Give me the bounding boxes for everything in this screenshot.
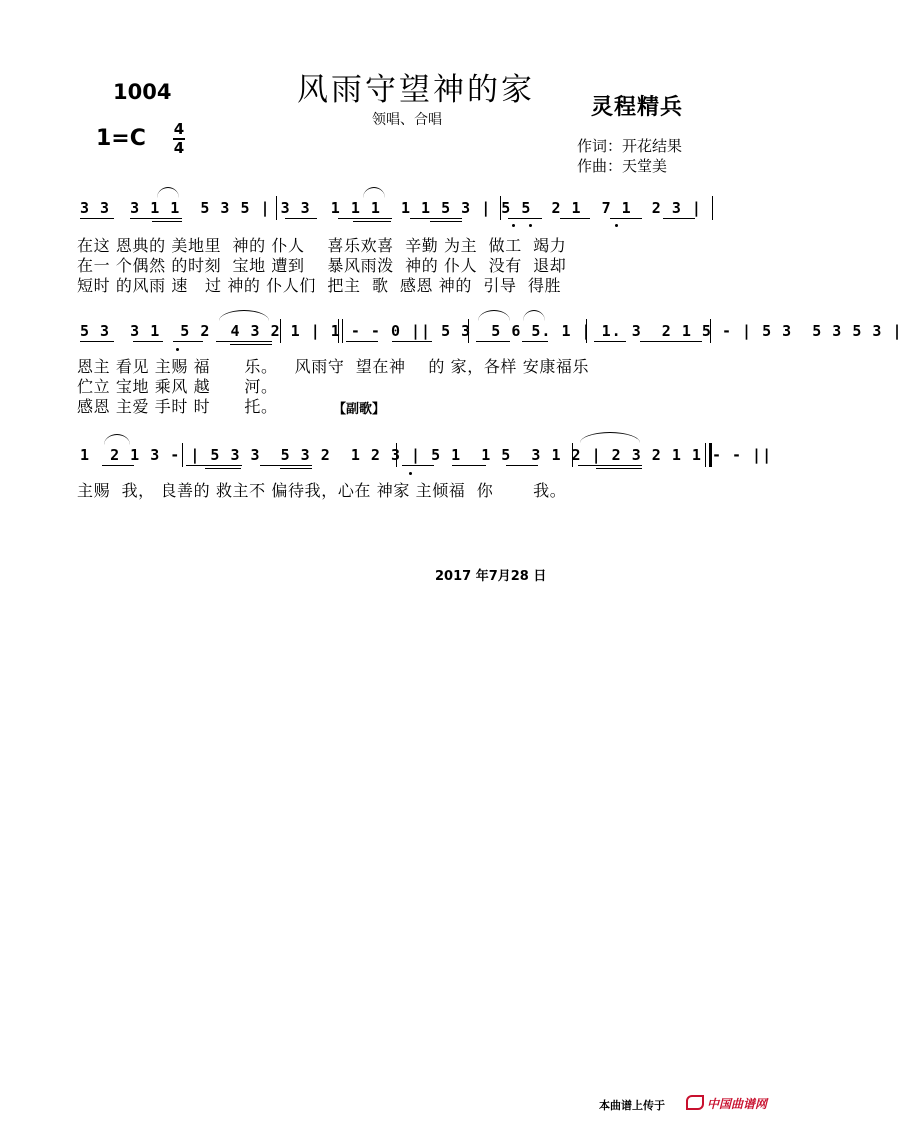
- lyric-line: 主赐 我， 良善的 救主不 偏待我，心在 神家 主倾福 你 我。: [77, 481, 567, 500]
- underline: [186, 465, 242, 466]
- bar-line: [280, 319, 281, 343]
- underline: [522, 341, 548, 342]
- underline: [476, 341, 510, 342]
- slur-mark: [523, 310, 545, 321]
- underline: [338, 218, 392, 219]
- underline: [594, 341, 626, 342]
- final-bar-line: [709, 443, 712, 467]
- underline: [205, 468, 241, 469]
- lyric-line: 恩主 看见 主赐 福 乐。 风雨守 望在神 的 家，各样 安康福乐: [77, 357, 590, 376]
- underline: [506, 465, 538, 466]
- low-octave-dot: [409, 472, 412, 475]
- date-stamp: 2017 年7月28 日: [435, 569, 547, 584]
- time-signature: [172, 121, 186, 157]
- underline: [640, 341, 702, 342]
- low-octave-dot: [529, 224, 532, 227]
- key-signature: 1=C: [96, 126, 146, 151]
- underline: [353, 221, 391, 222]
- notation-row-1: 3 3 3 1 1 5 3 5 | 3 3 1 1 1 1 1 5 3 | 5 5 2 1 7 1 2 3 |: [80, 199, 702, 217]
- lyric-line: 在一 个偶然 的时刻 宝地 遭到 暴风雨泼 神的 仆人 没有 退却: [77, 256, 567, 275]
- underline: [663, 218, 695, 219]
- site-logo[interactable]: [686, 1095, 782, 1111]
- lyric-line: 感恩 主爱 手时 时 托。: [77, 397, 278, 416]
- underline: [80, 218, 114, 219]
- underline: [130, 218, 182, 219]
- performance-note: 领唱、合唱: [372, 112, 442, 128]
- bar-line: [468, 319, 469, 343]
- time-signature-bottom: 4: [173, 139, 185, 157]
- bar-line: [342, 319, 343, 343]
- underline: [102, 465, 134, 466]
- underline: [610, 218, 642, 219]
- underline: [402, 465, 434, 466]
- qupu-logo-icon: [686, 1095, 704, 1110]
- author-name: 灵程精兵: [591, 95, 684, 120]
- underline: [80, 341, 114, 342]
- bar-line: [705, 443, 706, 467]
- slur-mark: [219, 310, 269, 321]
- underline: [508, 218, 542, 219]
- underline: [133, 341, 163, 342]
- lyricist-credit: 作词：开花结果: [577, 137, 683, 155]
- underline: [410, 218, 462, 219]
- slur-mark: [157, 187, 179, 198]
- chorus-label: 【副歌】: [333, 402, 386, 417]
- bar-line: [182, 443, 183, 467]
- bar-line: [500, 196, 501, 220]
- bar-line: [712, 196, 713, 220]
- underline: [430, 221, 462, 222]
- composer-credit: 作曲：天堂美: [577, 157, 668, 175]
- slur-mark: [580, 432, 640, 443]
- time-signature-top: 4: [173, 120, 185, 138]
- bar-line: [710, 319, 711, 343]
- underline: [216, 341, 272, 342]
- underline: [346, 341, 378, 342]
- underline: [260, 465, 312, 466]
- underline: [230, 344, 272, 345]
- upload-note: 本曲谱上传于: [599, 1099, 665, 1112]
- low-octave-dot: [176, 348, 179, 351]
- song-number: 1004: [113, 80, 172, 104]
- low-octave-dot: [512, 224, 515, 227]
- lyric-line: 在这 恩典的 美地里 神的 仆人 喜乐欢喜 辛勤 为主 做工 竭力: [77, 236, 567, 255]
- low-octave-dot: [615, 224, 618, 227]
- bar-line: [276, 196, 277, 220]
- slur-mark: [104, 434, 130, 445]
- underline: [173, 341, 203, 342]
- slur-mark: [363, 187, 385, 198]
- lyric-line: 伫立 宝地 乘风 越 河。: [77, 377, 278, 396]
- lyric-line: 短时 的风雨 速 过 神的 仆人们 把主 歌 感恩 神的 引导 得胜: [77, 276, 562, 295]
- bar-line: [338, 319, 339, 343]
- notation-row-2: 5 3 3 1 5 2 4 3 2 1 | 1 - - 0 || 5 3 5 6 5. 1 | 1. 3 2 1 5 - | 5 3 5 3 5 3 |: [80, 322, 903, 340]
- underline: [285, 218, 317, 219]
- notation-row-3: 1 2 1 3 - | 5 3 3 5 3 2 1 2 3 | 5 1 1 5 3 1 2 | 2 3 2 1 1 - - ||: [80, 446, 773, 464]
- bar-line: [572, 443, 573, 467]
- bar-line: [396, 443, 397, 467]
- underline: [596, 468, 642, 469]
- slur-mark: [478, 310, 510, 321]
- underline: [152, 221, 182, 222]
- underline: [560, 218, 590, 219]
- underline: [452, 465, 486, 466]
- underline: [578, 465, 642, 466]
- bar-line: [586, 319, 587, 343]
- song-title: 风雨守望神的家: [297, 72, 535, 108]
- underline: [392, 341, 432, 342]
- site-logo-text: 中国曲谱网: [707, 1097, 768, 1111]
- underline: [280, 468, 312, 469]
